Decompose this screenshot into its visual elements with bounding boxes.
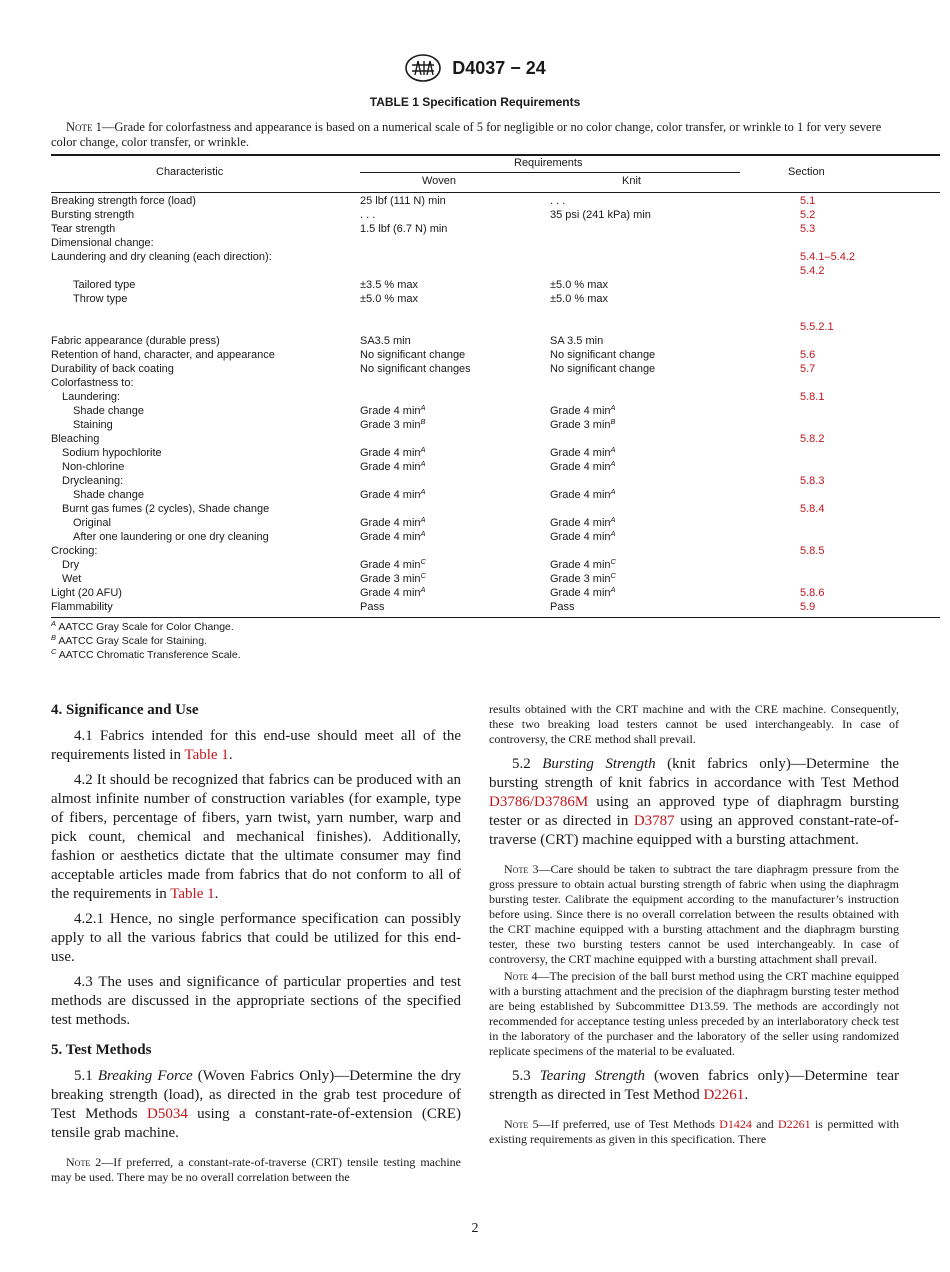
table-row: [51, 600, 940, 614]
cell-section-link[interactable]: 5.3: [800, 223, 816, 235]
cell-characteristic: Durability of back coating: [51, 363, 174, 375]
cell-woven: Grade 4 $\min^A$: [360, 445, 426, 459]
cell-characteristic: Non-chlorine: [62, 461, 125, 473]
para-5-3: 5.3 Tearing Strength (woven fabrics only)—Determine tear strength as directed in Test Method D2261.: [489, 1068, 900, 1103]
table-row: [51, 404, 940, 418]
note-text: —Grade for colorfastness and appearance is based on a numerical scale of 5 for negligible or no color change, color transfer, or wrinkle to 1 for very severe color change, color transfer, or wrinkle.: [51, 120, 882, 149]
section-4-heading: 4. Significance and Use: [51, 702, 199, 718]
note-2: Note 2—If preferred, a constant-rate-of-traverse (CRT) tensile testing machine may be used. There may be no overall correlation between the: [51, 1155, 461, 1184]
header-knit: Knit: [622, 175, 641, 187]
cell-characteristic: Retention of hand, character, and appearance: [51, 349, 275, 361]
section-5-heading: 5. Test Methods: [51, 1042, 152, 1058]
table-footnotes: [51, 620, 241, 662]
header-woven: Woven: [422, 175, 457, 187]
cell-section-link[interactable]: 5.5.2.1: [800, 321, 834, 333]
footnote-c: $^C$ AATCC Chromatic Transference Scale.: [51, 647, 241, 661]
cell-knit: SA 3.5 min: [550, 335, 604, 347]
requirements-rule: [360, 172, 740, 173]
cell-section-link[interactable]: 5.2: [800, 209, 816, 221]
table-row: [51, 194, 940, 208]
cell-characteristic: Wet: [62, 573, 82, 585]
para-4-2: 4.2 It should be recognized that fabrics can be produced with an almost infinite number of construction variables (for example, type of fibers, percentage of fibers, yarn twist, yarn number, warp and pick count, chemical and mechanical finishes). Additionally, fashion or aesthetics dictate that the ultimate consumer may find acceptable articles made from fabrics that do not conform to all of the requirements in Table 1.: [51, 772, 461, 902]
d3786-link[interactable]: D3786/D3786M: [489, 794, 589, 810]
cell-characteristic: Staining: [73, 419, 113, 431]
cell-characteristic: Shade change: [73, 489, 144, 501]
cell-woven: No significant change: [360, 349, 466, 361]
cell-characteristic: Colorfastness to:: [51, 377, 134, 389]
cell-knit: Grade 4 $\min^A$: [550, 529, 616, 543]
cell-characteristic: Fabric appearance (durable press): [51, 335, 220, 347]
cell-woven: 1.5 lbf (6.7 N) min: [360, 223, 448, 235]
table-row: [51, 250, 940, 264]
cell-characteristic: Laundering and dry cleaning (each direction):: [51, 251, 272, 263]
footnote-a: $^A$ AATCC Gray Scale for Color Change.: [51, 619, 234, 633]
table-row: [51, 348, 940, 362]
table-1-link[interactable]: Table 1: [184, 747, 229, 763]
table-row: [51, 474, 940, 488]
table-row: [51, 432, 940, 446]
cell-characteristic: Crocking:: [51, 545, 98, 557]
cell-characteristic: Burnt gas fumes (2 cycles), Shade change: [62, 503, 270, 515]
cell-knit: Grade 3 $\min^C$: [550, 571, 616, 585]
table-row: [51, 208, 940, 222]
cell-section-link[interactable]: 5.7: [800, 363, 816, 375]
cell-knit: Grade 4 $\min^A$: [550, 515, 616, 529]
cell-characteristic: Dimensional change:: [51, 237, 154, 249]
table-1-link[interactable]: Table 1: [170, 886, 215, 902]
table-row: [51, 502, 940, 516]
cell-knit: Grade 4 $\min^C$: [550, 557, 616, 571]
cell-section-link[interactable]: 5.6: [800, 349, 816, 361]
note-5: Note 5—If preferred, use of Test Methods D1424 and D2261 is permitted with existing requirements as given in this specification. There: [489, 1117, 900, 1146]
d3787-link[interactable]: D3787: [633, 813, 675, 829]
cell-characteristic: Original: [73, 517, 111, 529]
note-2-continued: results obtained with the CRT machine and with the CRE machine. Consequently, these two breaking load testers cannot be used interchangeably. In case of controversy, the CRE method shall prevail.: [489, 702, 899, 746]
cell-woven: Grade 4 $\min^A$: [360, 403, 426, 417]
table-row: [51, 460, 940, 474]
cell-section-link[interactable]: 5.8.6: [800, 587, 825, 599]
table-row: [51, 586, 940, 600]
cell-characteristic: Dry: [62, 559, 80, 571]
table-row: [51, 334, 940, 348]
table-row: [51, 278, 940, 292]
cell-characteristic: Drycleaning:: [62, 475, 124, 487]
cell-characteristic: Shade change: [73, 405, 144, 417]
para-5-2: 5.2 Bursting Strength (knit fabrics only)—Determine the bursting strength of knit fabrics in accordance with Test Method D3786/D3786M using an approved type of diaphragm bursting tester or as directed in D3787 using an approved constant-rate-of-traverse (CRT) machine equipped with a bursting attachment.: [489, 756, 900, 848]
cell-woven: Grade 3 $\min^B$: [360, 417, 426, 431]
cell-woven: Pass: [360, 601, 385, 613]
cell-knit: Grade 4 $\min^A$: [550, 459, 616, 473]
cell-knit: No significant change: [550, 363, 656, 375]
page-number: 2: [471, 1221, 479, 1236]
cell-section-link[interactable]: 5.8.1: [800, 391, 825, 403]
para-5-1: 5.1 Breaking Force (Woven Fabrics Only)—Determine the dry breaking strength (load), as directed in the grab test procedure of Test Methods D5034 using a constant-rate-of-extension (CRE) tensile grab machine.: [51, 1068, 462, 1141]
cell-woven: Grade 4 $\min^A$: [360, 459, 426, 473]
table-bottom-rule: [51, 617, 940, 618]
cell-knit: Grade 4 $\min^A$: [550, 487, 616, 501]
note-4: Note 4—The precision of the ball burst method using the CRT machine equipped with a bursting attachment and the precision of the diaphragm bursting tester method are being established by Subcommittee D13.59. The methods are accordingly not recommended for acceptance testing unless preceded by an interlaboratory check test in the laboratory of the purchaser and the laboratory of the seller using randomized replicate specimens of the material to be evaluated.: [489, 969, 900, 1058]
cell-characteristic: Tailored type: [73, 279, 136, 291]
d5034-link[interactable]: D5034: [146, 1106, 188, 1122]
cell-knit: No significant change: [550, 349, 656, 361]
cell-woven: ±5.0 % max: [360, 293, 419, 305]
cell-characteristic: Bursting strength: [51, 209, 135, 221]
cell-section-link[interactable]: 5.8.4: [800, 503, 825, 515]
d2261-link[interactable]: D2261: [703, 1087, 745, 1103]
note-3: Note 3—Care should be taken to subtract the tare diaphragm pressure from the gross pressure to obtain actual bursting strength of fabric when using the diaphragm bursting tester. Calibrate the equipment according to the manufacturer’s instruction before using. Since there is no overall correlation between the results obtained with the CRT machine equipped with a bursting attachment and the diaphragm bursting tester, these two bursting testers cannot be used interchangeably. In case of controversy, the CRT machine equipped with a bursting attachment shall prevail.: [489, 862, 899, 966]
para-4-1: 4.1 Fabrics intended for this end-use should meet all of the requirements listed in Table 1.: [51, 728, 461, 763]
table-row: [51, 390, 940, 404]
table-row: [51, 418, 940, 432]
cell-knit: Grade 3 $\min^B$: [550, 417, 616, 431]
header-bottom-rule: [51, 192, 940, 193]
cell-characteristic: Laundering:: [62, 391, 121, 403]
cell-knit: ±5.0 % max: [550, 279, 609, 291]
table-note-1: [51, 120, 899, 150]
table-row: [51, 558, 940, 572]
cell-section-link[interactable]: 5.1: [800, 195, 816, 207]
right-column: [489, 702, 899, 1149]
cell-section-link[interactable]: 5.8.2: [800, 433, 825, 445]
table-row: [51, 516, 940, 530]
astm-logo-icon: [404, 53, 442, 83]
table-row: [51, 572, 940, 586]
document-id: D4037 − 24: [452, 57, 546, 78]
cell-woven: 25 lbf (111 N) min: [360, 195, 446, 207]
table-row: [51, 544, 940, 558]
cell-characteristic: Light (20 AFU): [51, 587, 122, 599]
table-top-rule: [51, 154, 940, 156]
cell-section-link[interactable]: 5.8.3: [800, 475, 825, 487]
cell-knit: Pass: [550, 601, 575, 613]
cell-woven: Grade 4 $\min^C$: [360, 557, 426, 571]
para-4-3: 4.3 The uses and significance of particular properties and test methods are discussed in the appropriate sections of the specified test methods.: [51, 974, 461, 1028]
footnote-b: $^B$ AATCC Gray Scale for Staining.: [51, 633, 207, 647]
cell-characteristic: Throw type: [73, 293, 128, 305]
table-row: [51, 530, 940, 544]
cell-characteristic: Bleaching: [51, 433, 100, 445]
table-row: [51, 446, 940, 460]
cell-knit: Grade 4 $\min^A$: [550, 445, 616, 459]
cell-characteristic: Tear strength: [51, 223, 116, 235]
table-row: [51, 222, 940, 236]
para-4-2-1: 4.2.1 Hence, no single performance specification can possibly apply to all the various fabrics that could be utilized for this end-use.: [51, 911, 461, 965]
cell-woven: SA3.5 min: [360, 335, 411, 347]
header-characteristic: Characteristic: [156, 166, 224, 178]
cell-woven: ±3.5 % max: [360, 279, 419, 291]
cell-knit: 35 psi (241 kPa) min: [550, 209, 651, 221]
cell-section-link[interactable]: 5.4.2: [800, 265, 825, 277]
left-column: [51, 700, 461, 1187]
cell-characteristic: Sodium hypochlorite: [62, 447, 162, 459]
header-requirements: Requirements: [514, 157, 583, 169]
table-row: [51, 320, 940, 334]
table-row: [51, 376, 940, 390]
table-row: [51, 306, 940, 320]
cell-woven: Grade 4 $\min^A$: [360, 515, 426, 529]
cell-characteristic: After one laundering or one dry cleaning: [73, 531, 269, 543]
cell-knit: ±5.0 % max: [550, 293, 609, 305]
cell-knit: . . .: [550, 195, 566, 207]
cell-woven: . . .: [360, 209, 376, 221]
cell-characteristic: Flammability: [51, 601, 113, 613]
cell-knit: Grade 4 $\min^A$: [550, 585, 616, 599]
cell-woven: Grade 4 $\min^A$: [360, 585, 426, 599]
cell-section-link[interactable]: 5.9: [800, 601, 816, 613]
note-label: Note 1: [66, 120, 102, 134]
cell-section-link[interactable]: 5.8.5: [800, 545, 825, 557]
table-row: [51, 362, 940, 376]
header-section: Section: [788, 166, 825, 178]
cell-woven: Grade 3 $\min^C$: [360, 571, 426, 585]
cell-woven: Grade 4 $\min^A$: [360, 529, 426, 543]
cell-woven: Grade 4 $\min^A$: [360, 487, 426, 501]
d1424-link[interactable]: D1424: [719, 1117, 752, 1131]
cell-section-link[interactable]: 5.4.1–5.4.2: [800, 251, 856, 263]
d2261-link[interactable]: D2261: [777, 1117, 811, 1131]
page-header: [0, 53, 950, 83]
cell-woven: No significant changes: [360, 363, 471, 375]
table-row: [51, 236, 940, 250]
cell-knit: Grade 4 $\min^A$: [550, 403, 616, 417]
table-row: [51, 292, 940, 306]
table-title: TABLE 1 Specification Requirements: [369, 95, 581, 109]
cell-characteristic: Breaking strength force (load): [51, 195, 196, 207]
table-row: [51, 264, 940, 278]
table-row: [51, 488, 940, 502]
